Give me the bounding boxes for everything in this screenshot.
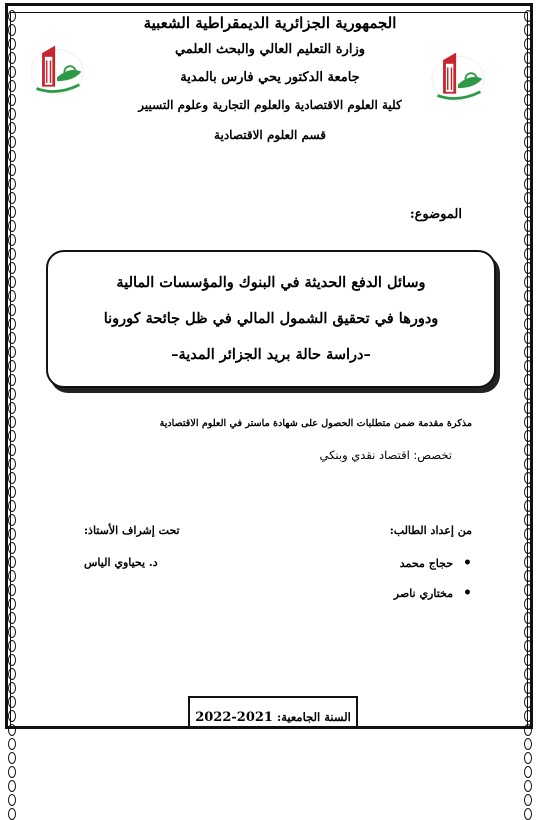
thesis-title-line-3: –دراسة حالة بريد الجزائر المدية– (171, 346, 371, 363)
academic-year-label: السنة الجامعية: (276, 710, 351, 724)
faculty-title: كلية العلوم الاقتصادية والعلوم التجارية وعلوم التسيير (138, 98, 402, 112)
thesis-title-line-2: ودورها في تحقيق الشمول المالي في ظل جائحة كورونا (103, 310, 439, 327)
left-border-decoration (7, 10, 17, 720)
students-label: من إعداد الطالب: (389, 524, 472, 537)
thesis-title-line-1: وسائل الدفع الحديثة في البنوك والمؤسسات المالية (116, 274, 426, 291)
student-name: • مختاري ناصر (394, 585, 472, 601)
supervisor-name: د. يحياوي الياس (84, 556, 158, 569)
academic-year-value: 2021-2022 (195, 710, 273, 725)
specialization: تخصص: اقتصاد نقدي وبنكي (319, 448, 452, 462)
subject-label: الموضوع: (409, 207, 462, 222)
department-title: قسم العلوم الاقتصادية (214, 128, 326, 142)
supervisor-label: تحت إشراف الأستاذ: (84, 524, 180, 537)
republic-title: الجمهورية الجزائرية الديمقراطية الشعبية (143, 14, 397, 32)
student-name: • حجاج محمد (394, 555, 472, 571)
memo-description: مذكرة مقدمة ضمن متطلبات الحصول على شهادة ماستر في العلوم الاقتصادية (159, 418, 472, 429)
ministry-title: وزارة التعليم العالي والبحث العلمي (174, 42, 366, 57)
thesis-title-box (46, 250, 496, 388)
university-title: جامعة الدكتور يحي فارس بالمدية (180, 70, 360, 85)
academic-year-box (188, 696, 358, 726)
students-list (394, 555, 472, 615)
right-border-decoration (523, 10, 533, 720)
